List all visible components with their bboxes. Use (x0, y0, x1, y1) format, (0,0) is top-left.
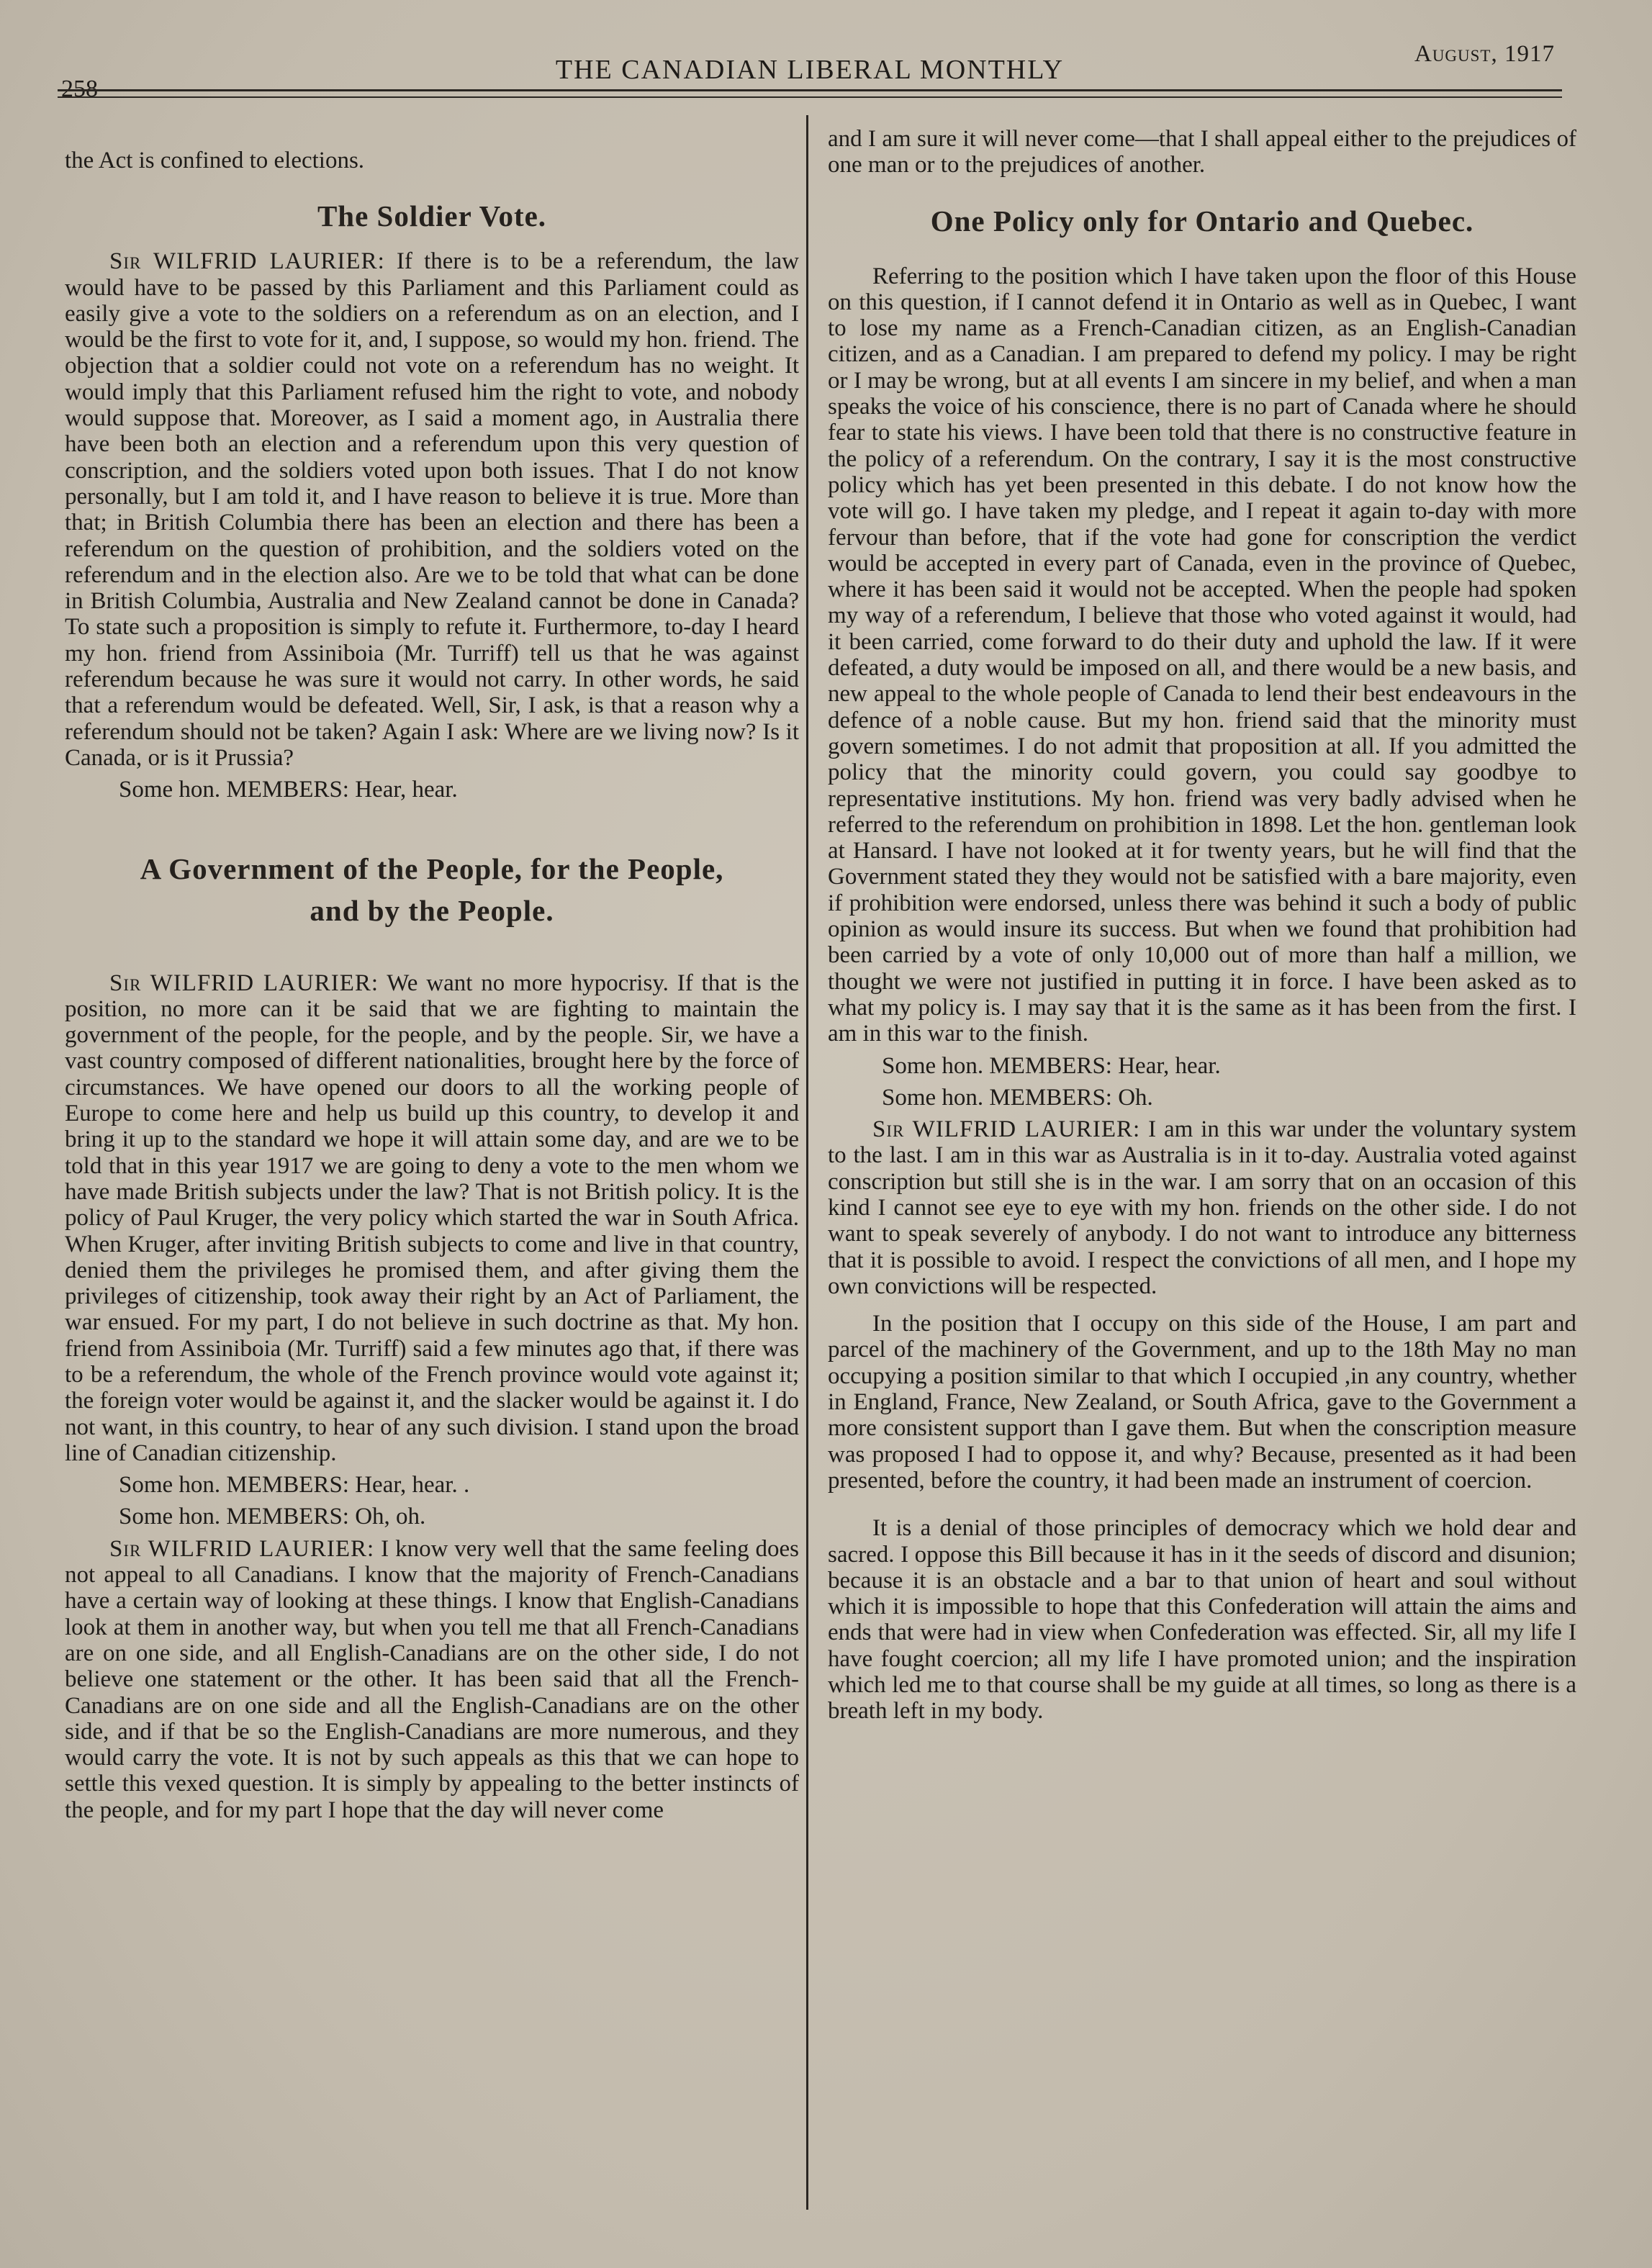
paragraph: In the position that I occupy on this side of the House, I am part and parcel of the machinery of the Government, and up to the 18th May no man occupying a position similar to that which I occupied ,in any country, whether in England, France, New Zealand, or South Africa, gave to the Government a more consistent support than I gave them. But when the conscription measure was proposed I had to oppose it, and why? Because, presented as it had been presented, before the country, it had been made an instrument of coercion. (828, 1311, 1576, 1494)
speech-text: I know very well that the same feeling does not appeal to all Canadians. I know that the majority of French-Canadians have a certain way of looking at these things. I know that English-Canadians look at them in another way, but when you tell me that all French-Canadians are on one side, and all English-Canadians are on the other side, I do not believe one statement or the other. It has been said that all the French-Canadians are on one side and all the English-Canadians are on the other side, and if that be so the English-Canadians are more numerous, and they would carry the vote. It is not by such appeals as this that we can hope to settle this vexed question. It is simply by appealing to the better instincts of the people, and for my part I hope that the day will never come (65, 1535, 799, 1823)
response-text: Oh, oh. (355, 1504, 426, 1530)
right-column (828, 126, 1576, 1725)
speaker-name: Sir WILFRID LAURIER: (109, 248, 385, 275)
members-response (65, 1504, 799, 1530)
speaker-name: Some hon. MEMBERS: (119, 1472, 349, 1499)
speech-text: I am in this war under the voluntary system to the last. I am in this war as Australia is in it to-day. Australia voted against conscription but still she is in the war. I am sorry that on an occasion of this kind I cannot see eye to eye with my hon. friends on the other side. I do not want to speak severely of anybody. I do not want to introduce any bitterness that it is possible to avoid. I respect the convictions of all men, and I hope my own convictions will be respected. (828, 1116, 1577, 1299)
header-rule-top (58, 89, 1562, 91)
speaker-name: Sir WILFRID LAURIER: (872, 1116, 1141, 1143)
response-text: Hear, hear. (1118, 1052, 1221, 1079)
speaker-name: Sir WILFRID LAURIER: (109, 1535, 375, 1562)
paragraph (828, 1116, 1576, 1299)
speech-text: If there is to be a referendum, the law would have to be passed by this Parliament and this Parliament could as easily give a vote to the soldiers on a referendum as on an election, and I would be the first to vote for it, and, I suppose, so would my hon. friend. The objection that a soldier could not vote on a referendum has no weight. It would imply that this Parliament refused him the right to vote, and nobody would suppose that. Moreover, as I said a moment ago, in Australia there have been both an election and a referendum upon this very question of conscription, and the soldiers voted upon both issues. That I do not know personally, but I am told it, and I have reason to believe it is true. More than that; in British Columbia there has been an election and there has been a referendum on the question of prohibition, and the soldiers voted on the referendum and in the election also. Are we to be told that what can be done in British Columbia, Australia and New Zealand cannot be done in Canada? To state such a proposition is simply to refute it. Furthermore, to-day I heard my hon. friend from Assiniboia (Mr. Turriff) tell us that he was against referendum because he was sure it would not carry. In other words, he said that a referendum would be defeated. Well, Sir, I ask, is that a reason why a referendum should not be taken? Again I ask: Where are we living now? Is it Canada, or is it Prussia? (65, 248, 799, 771)
continuation-text: and I am sure it will never come—that I shall appeal either to the prejudices of one man or to the prejudices of another. (828, 126, 1576, 179)
section-heading-soldier-vote: The Soldier Vote. (317, 199, 547, 233)
section-heading-government-line2: and by the People. (310, 893, 554, 927)
response-text: Hear, hear. (355, 777, 458, 803)
speaker-name: Some hon. MEMBERS: (882, 1052, 1112, 1079)
speaker-name: Some hon. MEMBERS: (119, 777, 349, 803)
header-rule-bottom (58, 96, 1562, 98)
speaker-name: Sir WILFRID LAURIER: (109, 970, 379, 996)
speaker-name: Some hon. MEMBERS: (119, 1504, 349, 1530)
paragraph (65, 1536, 799, 1823)
members-response (828, 1053, 1576, 1079)
paragraph (65, 970, 799, 1467)
page-number: 258 (61, 76, 98, 102)
speech-text: We want no more hypocrisy. If that is the position, no more can it be said that we are fighting to maintain the government of the people, for the people, and by the people. Sir, we have a vast country composed of different nationalities, brought here by the force of circumstances. We have opened our doors to all the working people of Europe to come here and help us build up this country, to develop it and bring it up to the standard we hope it will attain some day, and are we to be told that in this year 1917 we are going to deny a vote to the men whom we have made British subjects under the law? That is not British policy. It is the policy of Paul Kruger, the very policy which started the war in South Africa. When Kruger, after inviting British subjects to come and live in that country, denied them the privileges he promised them, and after giving them the privileges of citizenship, took away their right by an Act of Parliament, the war ensued. For my part, I do not believe in such doctrine as that. My hon. friend from Assiniboia (Mr. Turriff) said a few minutes ago that, if there was to be a referendum, the whole of the French province would vote against it; the foreign voter would be against it, and the slacker would be against it. I do not want, in this country, to hear of any such division. I stand upon the broad line of Canadian citizenship. (65, 970, 799, 1466)
intro-text: the Act is confined to elections. (65, 148, 365, 173)
speaker-name: Some hon. MEMBERS: (882, 1084, 1112, 1111)
section-heading-one-policy: One Policy only for Ontario and Quebec. (930, 204, 1474, 238)
paragraph: It is a denial of those principles of democracy which we hold dear and sacred. I oppose this Bill because it has in it the seeds of discord and disunion; because it is an obstacle and a bar to that union of heart and soul without which it is impossible to hope that this Confederation will attain the aims and ends that were had in view when Confederation was effected. Sir, all my life I have fought coercion; all my life I have promoted union; and the inspiration which led me to that course shall be my guide at all times, so long as there is a breath left in my body. (828, 1515, 1576, 1725)
response-text: Oh. (1118, 1084, 1153, 1111)
paragraph: Referring to the position which I have taken upon the floor of this House on this question, if I cannot defend it in Ontario as well as in Quebec, I want to lose my name as a French-Canadian citizen, as an English-Canadian citizen, and as a Canadian. I am prepared to defend my policy. I may be right or I may be wrong, but at all events I am sincere in my belief, and when a man speaks the voice of his conscience, there is no part of Canada where he should fear to state his views. I have been told that there is no constructive feature in the policy of a referendum. On the contrary, I say it is the most constructive policy which has yet been presented in this debate. I do not know how the vote will go. I have taken my pledge, and I repeat it again to-day with more fervour than before, that if the vote had gone for conscription the verdict would be accepted in every part of Canada, even in the province of Quebec, where it has been said it would not be accepted. When the people had spoken my way of a referendum, I believe that those who voted against it would, had it been carried, come forward to do their duty and uphold the law. If it were defeated, a duty would be imposed on all, and there would be a new basis, and new appeal to the whole people of Canada to lend their best endeavours in the defence of a noble cause. But my hon. friend said that the minority must govern sometimes. I do not admit that proposition at all. If you admitted the policy that the minority could govern, you could say goodbye to representative institutions. My hon. friend was very badly advised when he referred to the referendum on prohibition in 1898. Let the hon. gentleman look at Hansard. I have not looked at it for twenty years, but he will find that the Government stated they they would not be satisfied with a bare majority, even if prohibition were endorsed, unless there was behind it such a body of public opinion as would insure its success. But when we found that prohibition had been carried by a vote of only 10,000 out of more than half a million, we thought we were not justified in putting it in force. I have been asked as to what my policy is. I may say that it is the same as it has been from the first. I am in this war to the finish. (828, 263, 1576, 1047)
left-column (65, 148, 799, 1823)
members-response (828, 1085, 1576, 1111)
issue-date: August, 1917 (1414, 41, 1555, 67)
response-text: Hear, hear. . (355, 1472, 470, 1499)
page-header (58, 40, 1562, 104)
section-heading-government-line1: A Government of the People, for the People, (140, 851, 724, 885)
column-divider (806, 115, 808, 2210)
members-response (65, 1472, 799, 1498)
running-title: THE CANADIAN LIBERAL MONTHLY (555, 55, 1065, 85)
paragraph (65, 248, 799, 771)
members-response (65, 777, 799, 803)
